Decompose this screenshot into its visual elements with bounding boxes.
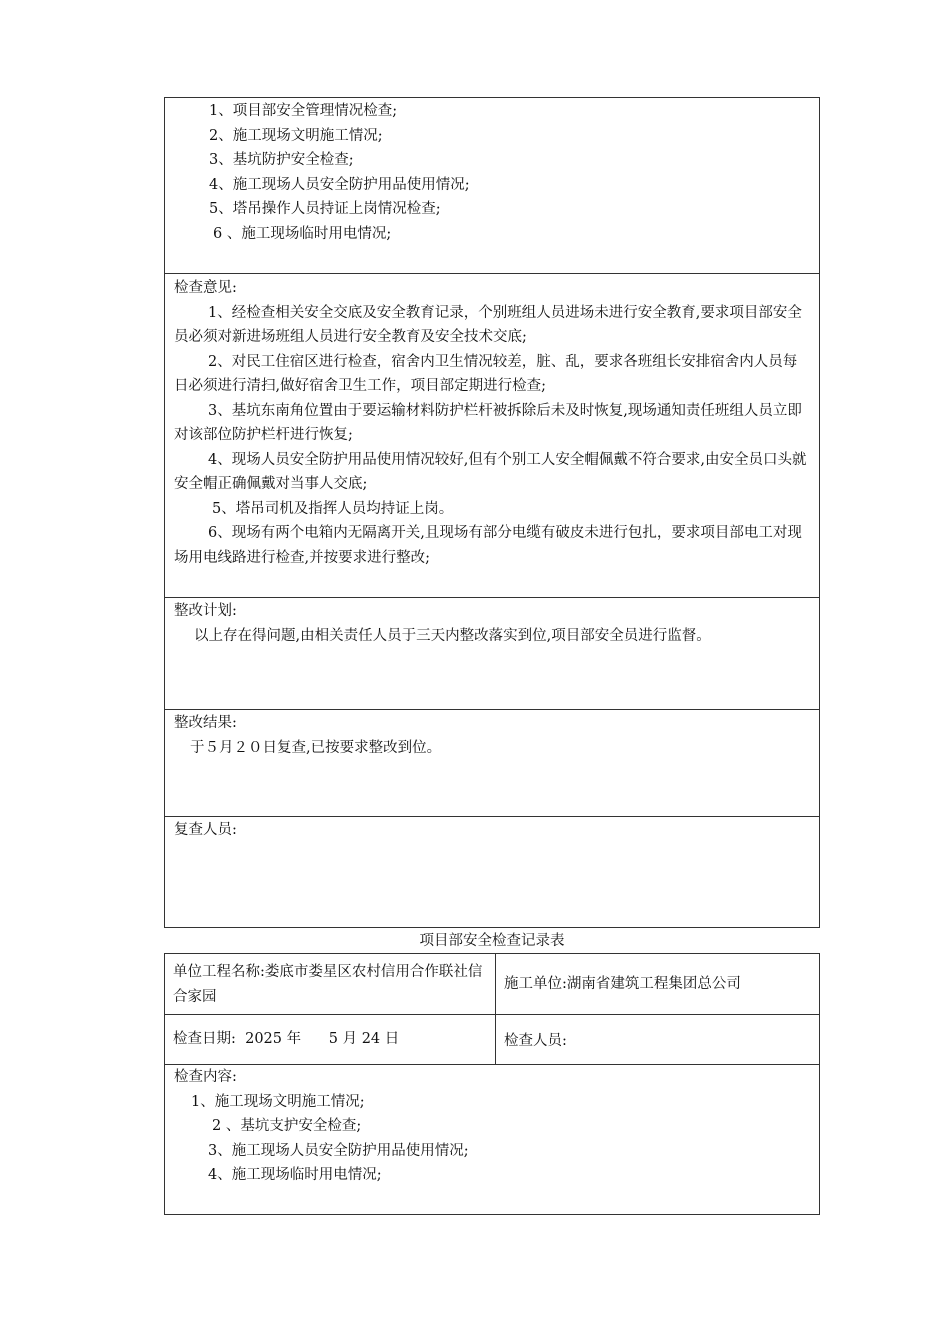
- list-item: 4、施工现场临时用电情况;: [208, 1167, 382, 1183]
- result-text: 于５月２０日复查,已按要求整改到位。: [190, 739, 442, 756]
- rectification-plan-section: [164, 597, 820, 710]
- list-item: 2、施工现场文明施工情况;: [209, 127, 383, 144]
- opinion-item: 6、现场有两个电箱内无隔离开关,且现场有部分电缆有破皮未进行包扎，要求项目部电工对现场用电线路进行检查,并按要求进行整改;: [174, 525, 802, 566]
- list-item: 6 、施工现场临时用电情况;: [213, 225, 392, 242]
- rectification-result-section: [164, 709, 820, 817]
- inspection-content-section: [164, 1064, 820, 1215]
- section-label: 整改结果:: [174, 715, 237, 731]
- list-item: 2 、基坑支护安全检查;: [212, 1118, 362, 1134]
- list-item: 1、项目部安全管理情况检查;: [209, 103, 398, 119]
- project-name: 单位工程名称:娄底市娄星区农村信用合作联社信合家园: [173, 964, 483, 1005]
- list-item: 1、施工现场文明施工情况;: [191, 1093, 365, 1110]
- section-label: 检查内容:: [174, 1069, 237, 1085]
- inspector-label: 检查人员:: [504, 1033, 567, 1049]
- list-item: 3、施工现场人员安全防护用品使用情况;: [208, 1142, 469, 1159]
- inspector-cell: [495, 1014, 820, 1065]
- section-label: 检查意见:: [174, 280, 237, 296]
- reviewer-section: [164, 816, 820, 928]
- inspection-opinions-section: [164, 273, 820, 598]
- opinion-item: 5、塔吊司机及指挥人员均持证上岗。: [212, 500, 454, 517]
- opinion-item: 1、经检查相关安全交底及安全教育记录，个别班组人员进场未进行安全教育,要求项目部安全员必须对新进场班组人员进行安全教育及安全技术交底;: [174, 304, 802, 345]
- section-label: 整改计划:: [174, 603, 237, 619]
- plan-text: 以上存在得问题,由相关责任人员于三天内整改落实到位,项目部安全员进行监督。: [194, 627, 711, 644]
- form-title: 项目部安全检查记录表: [419, 933, 565, 949]
- opinion-item: 4、现场人员安全防护用品使用情况较好,但有个别工人安全帽佩戴不符合要求,由安全员口头就安全帽正确佩戴对当事人交底;: [174, 451, 807, 492]
- section-label: 复查人员:: [174, 822, 237, 838]
- list-item: 4、施工现场人员安全防护用品使用情况;: [209, 176, 470, 193]
- inspection-items-section: [164, 97, 820, 274]
- construction-unit-cell: [495, 953, 820, 1015]
- list-item: 5、塔吊操作人员持证上岗情况检查;: [209, 201, 441, 217]
- project-name-cell: [164, 953, 496, 1015]
- inspection-date-cell: [164, 1014, 496, 1065]
- inspection-date: 检查日期: 2025 年 5 月 24 日: [173, 1031, 400, 1047]
- opinion-item: 3、基坑东南角位置由于要运输材料防护栏杆被拆除后未及时恢复,现场通知责任班组人员立即对该部位防护栏杆进行恢复;: [174, 402, 802, 443]
- opinion-item: 2、对民工住宿区进行检查，宿舍内卫生情况较差，脏、乱，要求各班组长安排宿舍内人员每日必须进行清扫,做好宿舍卫生工作，项目部定期进行检查;: [174, 353, 798, 394]
- list-item: 3、基坑防护安全检查;: [209, 152, 354, 168]
- construction-unit: 施工单位:湖南省建筑工程集团总公司: [504, 976, 741, 992]
